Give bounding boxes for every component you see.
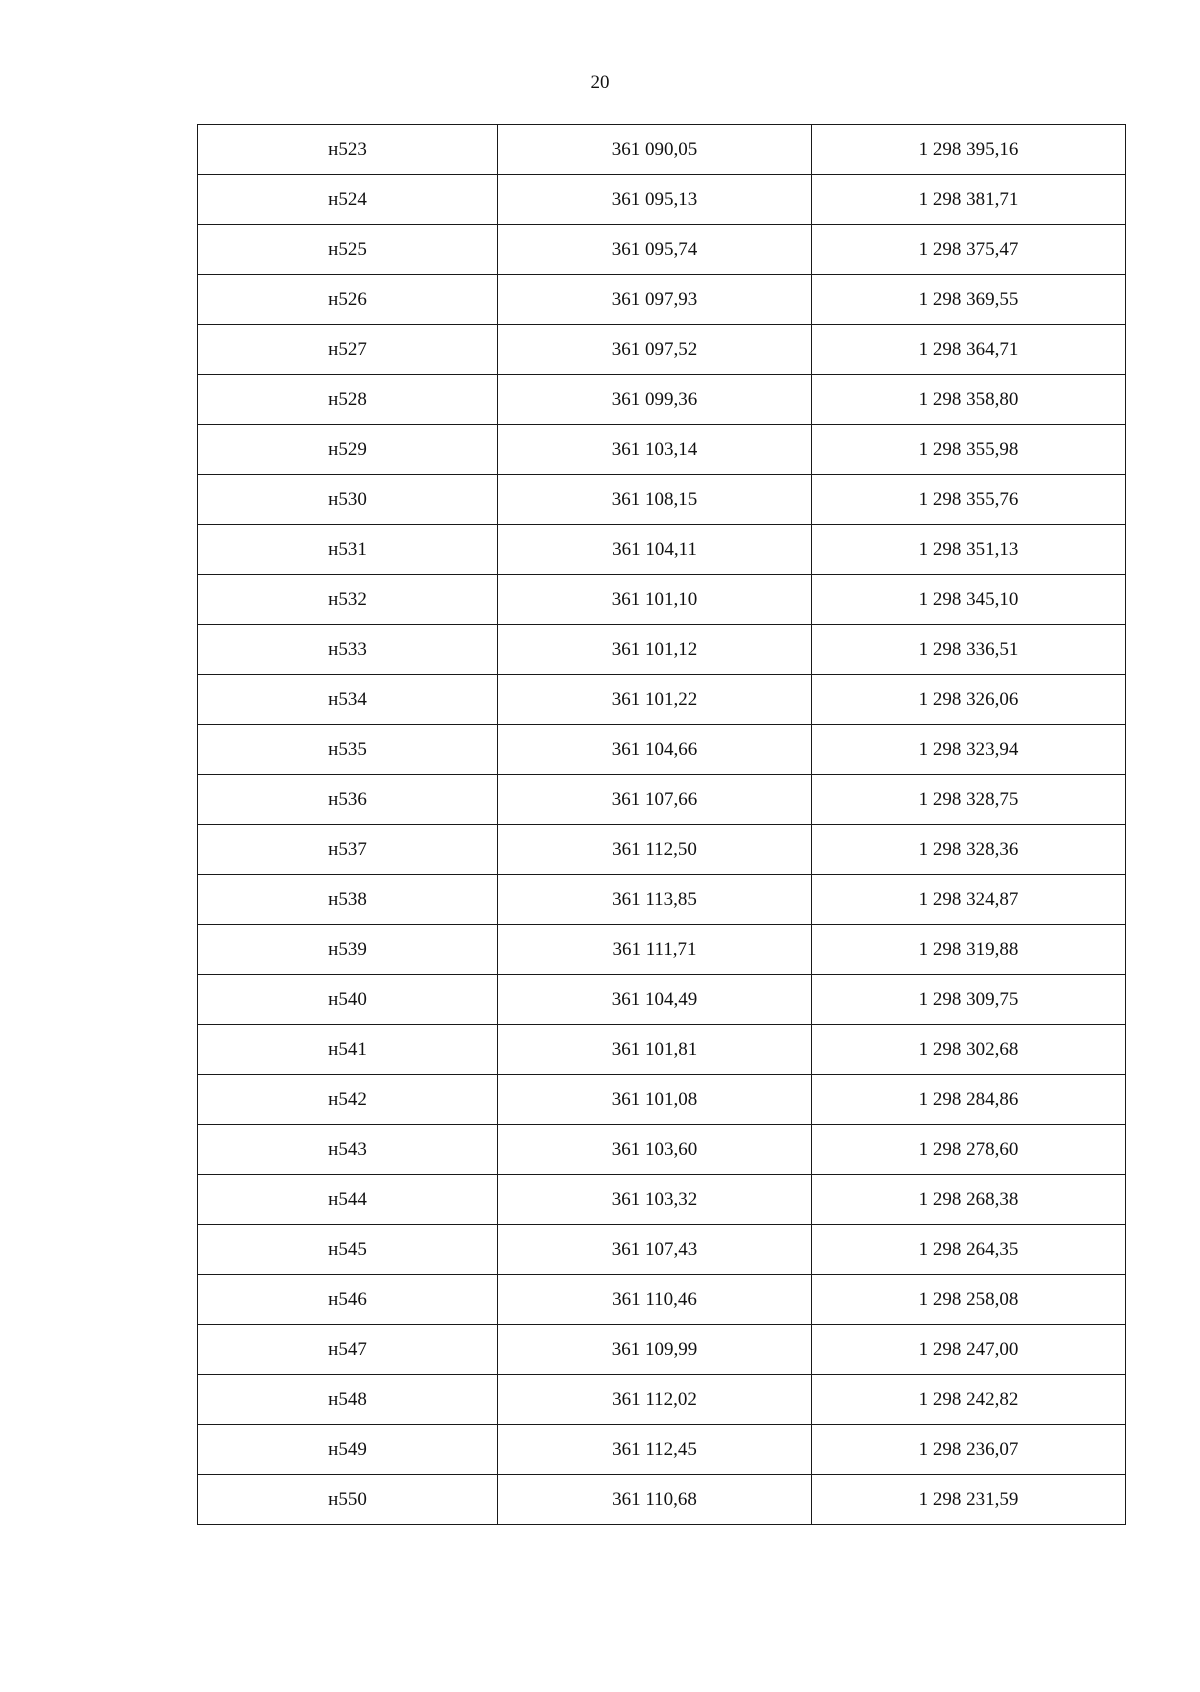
table-row bbox=[198, 1025, 1126, 1075]
point-id-cell: н531 bbox=[198, 525, 498, 575]
x-coordinate-cell: 361 112,02 bbox=[498, 1375, 812, 1425]
table-row bbox=[198, 1225, 1126, 1275]
point-id-cell: н533 bbox=[198, 625, 498, 675]
point-id-cell: н534 bbox=[198, 675, 498, 725]
x-coordinate-cell: 361 113,85 bbox=[498, 875, 812, 925]
table-row bbox=[198, 975, 1126, 1025]
y-coordinate-cell: 1 298 381,71 bbox=[812, 175, 1126, 225]
page-number: 20 bbox=[590, 72, 610, 93]
point-id-cell: н549 bbox=[198, 1425, 498, 1475]
point-id-cell: н546 bbox=[198, 1275, 498, 1325]
table-row bbox=[198, 675, 1126, 725]
y-coordinate-cell: 1 298 326,06 bbox=[812, 675, 1126, 725]
point-id-cell: н548 bbox=[198, 1375, 498, 1425]
table-row bbox=[198, 1325, 1126, 1375]
table-row bbox=[198, 525, 1126, 575]
x-coordinate-cell: 361 104,49 bbox=[498, 975, 812, 1025]
table-row bbox=[198, 325, 1126, 375]
table-row bbox=[198, 375, 1126, 425]
y-coordinate-cell: 1 298 395,16 bbox=[812, 125, 1126, 175]
table-row bbox=[198, 925, 1126, 975]
table-row bbox=[198, 1125, 1126, 1175]
x-coordinate-cell: 361 112,50 bbox=[498, 825, 812, 875]
x-coordinate-cell: 361 095,13 bbox=[498, 175, 812, 225]
x-coordinate-cell: 361 104,11 bbox=[498, 525, 812, 575]
table-row bbox=[198, 1475, 1126, 1525]
x-coordinate-cell: 361 099,36 bbox=[498, 375, 812, 425]
table-row bbox=[198, 775, 1126, 825]
table-row bbox=[198, 225, 1126, 275]
point-id-cell: н523 bbox=[198, 125, 498, 175]
x-coordinate-cell: 361 112,45 bbox=[498, 1425, 812, 1475]
table-row bbox=[198, 725, 1126, 775]
table-row bbox=[198, 825, 1126, 875]
x-coordinate-cell: 361 103,60 bbox=[498, 1125, 812, 1175]
x-coordinate-cell: 361 103,14 bbox=[498, 425, 812, 475]
x-coordinate-cell: 361 095,74 bbox=[498, 225, 812, 275]
y-coordinate-cell: 1 298 278,60 bbox=[812, 1125, 1126, 1175]
table-row bbox=[198, 475, 1126, 525]
x-coordinate-cell: 361 108,15 bbox=[498, 475, 812, 525]
table-row bbox=[198, 875, 1126, 925]
x-coordinate-cell: 361 101,10 bbox=[498, 575, 812, 625]
y-coordinate-cell: 1 298 336,51 bbox=[812, 625, 1126, 675]
point-id-cell: н528 bbox=[198, 375, 498, 425]
x-coordinate-cell: 361 111,71 bbox=[498, 925, 812, 975]
point-id-cell: н535 bbox=[198, 725, 498, 775]
point-id-cell: н532 bbox=[198, 575, 498, 625]
point-id-cell: н524 bbox=[198, 175, 498, 225]
y-coordinate-cell: 1 298 355,76 bbox=[812, 475, 1126, 525]
y-coordinate-cell: 1 298 375,47 bbox=[812, 225, 1126, 275]
y-coordinate-cell: 1 298 309,75 bbox=[812, 975, 1126, 1025]
point-id-cell: н544 bbox=[198, 1175, 498, 1225]
y-coordinate-cell: 1 298 324,87 bbox=[812, 875, 1126, 925]
y-coordinate-cell: 1 298 364,71 bbox=[812, 325, 1126, 375]
x-coordinate-cell: 361 097,52 bbox=[498, 325, 812, 375]
point-id-cell: н525 bbox=[198, 225, 498, 275]
table-row bbox=[198, 425, 1126, 475]
table-row bbox=[198, 275, 1126, 325]
y-coordinate-cell: 1 298 302,68 bbox=[812, 1025, 1126, 1075]
table-row bbox=[198, 1275, 1126, 1325]
point-id-cell: н529 bbox=[198, 425, 498, 475]
point-id-cell: н526 bbox=[198, 275, 498, 325]
point-id-cell: н540 bbox=[198, 975, 498, 1025]
x-coordinate-cell: 361 109,99 bbox=[498, 1325, 812, 1375]
x-coordinate-cell: 361 104,66 bbox=[498, 725, 812, 775]
x-coordinate-cell: 361 110,46 bbox=[498, 1275, 812, 1325]
x-coordinate-cell: 361 101,08 bbox=[498, 1075, 812, 1125]
y-coordinate-cell: 1 298 268,38 bbox=[812, 1175, 1126, 1225]
point-id-cell: н527 bbox=[198, 325, 498, 375]
table-row bbox=[198, 625, 1126, 675]
y-coordinate-cell: 1 298 358,80 bbox=[812, 375, 1126, 425]
x-coordinate-cell: 361 101,22 bbox=[498, 675, 812, 725]
y-coordinate-cell: 1 298 328,75 bbox=[812, 775, 1126, 825]
y-coordinate-cell: 1 298 231,59 bbox=[812, 1475, 1126, 1525]
x-coordinate-cell: 361 110,68 bbox=[498, 1475, 812, 1525]
point-id-cell: н550 bbox=[198, 1475, 498, 1525]
point-id-cell: н545 bbox=[198, 1225, 498, 1275]
y-coordinate-cell: 1 298 323,94 bbox=[812, 725, 1126, 775]
y-coordinate-cell: 1 298 264,35 bbox=[812, 1225, 1126, 1275]
point-id-cell: н537 bbox=[198, 825, 498, 875]
y-coordinate-cell: 1 298 319,88 bbox=[812, 925, 1126, 975]
point-id-cell: н547 bbox=[198, 1325, 498, 1375]
x-coordinate-cell: 361 090,05 bbox=[498, 125, 812, 175]
point-id-cell: н543 bbox=[198, 1125, 498, 1175]
x-coordinate-cell: 361 107,43 bbox=[498, 1225, 812, 1275]
coordinates-table-body bbox=[198, 125, 1126, 1525]
y-coordinate-cell: 1 298 355,98 bbox=[812, 425, 1126, 475]
table-row bbox=[198, 175, 1126, 225]
point-id-cell: н530 bbox=[198, 475, 498, 525]
point-id-cell: н538 bbox=[198, 875, 498, 925]
point-id-cell: н541 bbox=[198, 1025, 498, 1075]
y-coordinate-cell: 1 298 258,08 bbox=[812, 1275, 1126, 1325]
table-row bbox=[198, 575, 1126, 625]
x-coordinate-cell: 361 103,32 bbox=[498, 1175, 812, 1225]
table-row bbox=[198, 1375, 1126, 1425]
x-coordinate-cell: 361 101,12 bbox=[498, 625, 812, 675]
y-coordinate-cell: 1 298 345,10 bbox=[812, 575, 1126, 625]
point-id-cell: н542 bbox=[198, 1075, 498, 1125]
table-row bbox=[198, 1175, 1126, 1225]
y-coordinate-cell: 1 298 284,86 bbox=[812, 1075, 1126, 1125]
y-coordinate-cell: 1 298 369,55 bbox=[812, 275, 1126, 325]
y-coordinate-cell: 1 298 247,00 bbox=[812, 1325, 1126, 1375]
coordinates-table bbox=[197, 124, 1126, 1525]
y-coordinate-cell: 1 298 351,13 bbox=[812, 525, 1126, 575]
x-coordinate-cell: 361 097,93 bbox=[498, 275, 812, 325]
x-coordinate-cell: 361 101,81 bbox=[498, 1025, 812, 1075]
point-id-cell: н539 bbox=[198, 925, 498, 975]
y-coordinate-cell: 1 298 242,82 bbox=[812, 1375, 1126, 1425]
point-id-cell: н536 bbox=[198, 775, 498, 825]
y-coordinate-cell: 1 298 236,07 bbox=[812, 1425, 1126, 1475]
table-row bbox=[198, 1425, 1126, 1475]
table-row bbox=[198, 125, 1126, 175]
x-coordinate-cell: 361 107,66 bbox=[498, 775, 812, 825]
y-coordinate-cell: 1 298 328,36 bbox=[812, 825, 1126, 875]
table-row bbox=[198, 1075, 1126, 1125]
